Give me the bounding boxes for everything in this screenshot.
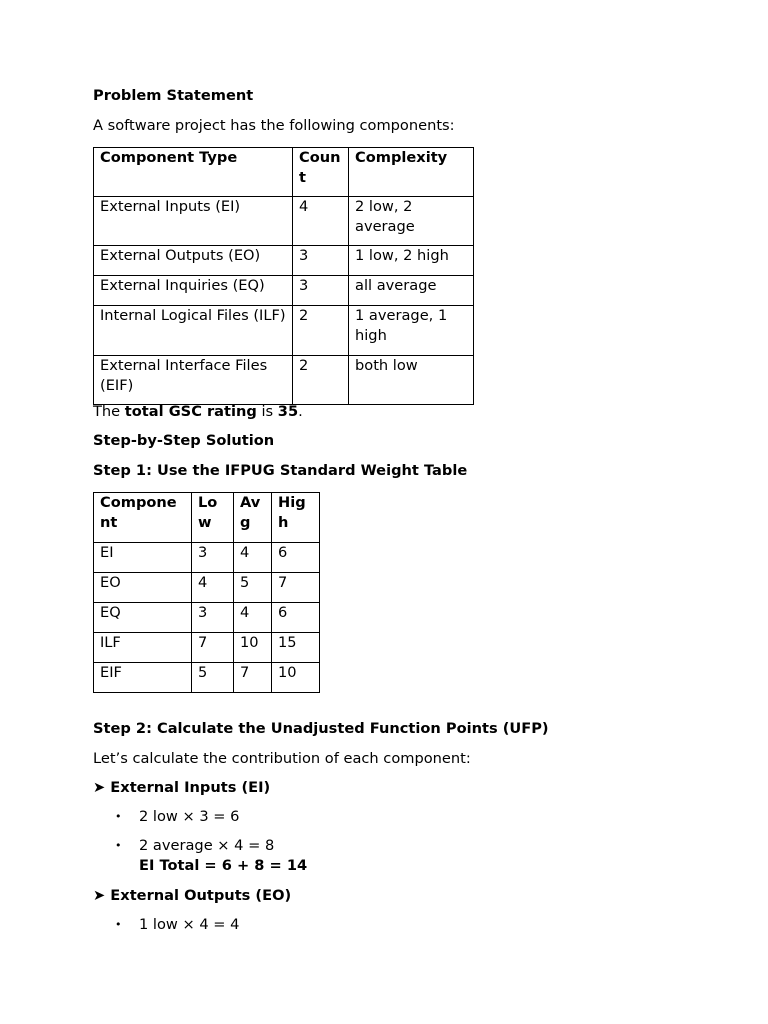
table-row	[94, 276, 474, 306]
table-cell: 4	[192, 573, 234, 603]
header-avg: Avg	[234, 493, 272, 543]
header-complexity: Complexity	[349, 148, 474, 197]
step1-heading: Step 1: Use the IFPUG Standard Weight Table	[93, 462, 468, 479]
table-cell: 7	[192, 633, 234, 663]
components-table-header	[94, 148, 474, 197]
table-row	[94, 306, 474, 356]
eo-heading: ➤ External Outputs (EO)	[93, 887, 292, 904]
gsc-label: total GSC rating	[124, 403, 257, 420]
table-cell: 3	[192, 603, 234, 633]
table-cell: EI	[94, 543, 192, 573]
table-cell: 5	[234, 573, 272, 603]
table-cell: 1 average, 1 high	[349, 306, 474, 356]
table-cell: 3	[293, 276, 349, 306]
gsc-prefix: The	[93, 403, 125, 420]
table-cell: 5	[192, 663, 234, 693]
table-cell: EQ	[94, 603, 192, 633]
weight-table	[93, 492, 320, 693]
ei-total: EI Total = 6 + 8 = 14	[139, 857, 308, 874]
step2-heading: Step 2: Calculate the Unadjusted Function Points (UFP)	[93, 720, 549, 737]
gsc-rating-line	[93, 403, 303, 421]
table-row	[94, 663, 320, 693]
table-cell: 7	[234, 663, 272, 693]
weight-table-header	[94, 493, 320, 543]
table-cell: 1 low, 2 high	[349, 246, 474, 276]
table-cell: all average	[349, 276, 474, 306]
problem-intro: A software project has the following components:	[93, 117, 455, 134]
table-cell: External Outputs (EO)	[94, 246, 293, 276]
gsc-value: 35	[277, 403, 299, 420]
header-count: Count	[293, 148, 349, 197]
table-row	[94, 543, 320, 573]
table-row	[94, 603, 320, 633]
table-row	[94, 356, 474, 405]
table-cell: External Inquiries (EQ)	[94, 276, 293, 306]
step2-intro: Let’s calculate the contribution of each component:	[93, 750, 471, 767]
table-cell: 3	[293, 246, 349, 276]
table-cell: 6	[272, 543, 320, 573]
table-cell: 15	[272, 633, 320, 663]
table-cell: 2	[293, 356, 349, 405]
table-cell: External Interface Files (EIF)	[94, 356, 293, 405]
table-cell: ILF	[94, 633, 192, 663]
table-cell: 6	[272, 603, 320, 633]
table-cell: Internal Logical Files (ILF)	[94, 306, 293, 356]
table-cell: 7	[272, 573, 320, 603]
header-low: Low	[192, 493, 234, 543]
table-cell: 2 low, 2 average	[349, 197, 474, 246]
header-component-type: Component Type	[94, 148, 293, 197]
table-cell: External Inputs (EI)	[94, 197, 293, 246]
components-table	[93, 147, 474, 405]
list-item: 2 low × 3 = 6	[139, 808, 240, 825]
gsc-mid: is	[256, 403, 278, 420]
table-cell: 3	[192, 543, 234, 573]
table-row	[94, 573, 320, 603]
table-cell: 4	[293, 197, 349, 246]
table-cell: 4	[234, 603, 272, 633]
table-cell: EIF	[94, 663, 192, 693]
table-cell: EO	[94, 573, 192, 603]
table-row	[94, 197, 474, 246]
solution-heading: Step-by-Step Solution	[93, 432, 275, 449]
bullet-icon: •	[115, 810, 122, 823]
gsc-suffix: .	[298, 403, 303, 420]
table-cell: 10	[234, 633, 272, 663]
header-high: High	[272, 493, 320, 543]
list-item: 1 low × 4 = 4	[139, 916, 240, 933]
table-cell: 10	[272, 663, 320, 693]
list-item: 2 average × 4 = 8	[139, 837, 275, 854]
table-row	[94, 633, 320, 663]
table-row	[94, 246, 474, 276]
header-component: Component	[94, 493, 192, 543]
bullet-icon: •	[115, 918, 122, 931]
table-cell: 2	[293, 306, 349, 356]
table-cell: both low	[349, 356, 474, 405]
table-cell: 4	[234, 543, 272, 573]
bullet-icon: •	[115, 839, 122, 852]
problem-heading: Problem Statement	[93, 87, 254, 104]
ei-heading: ➤ External Inputs (EI)	[93, 779, 271, 796]
